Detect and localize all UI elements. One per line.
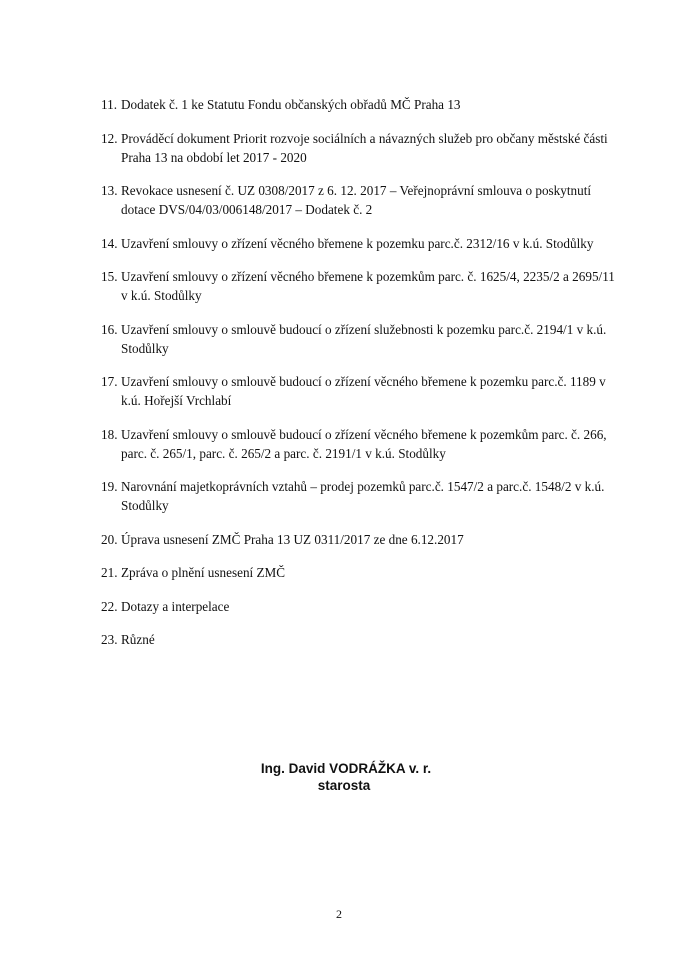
agenda-item-text: Uzavření smlouvy o zřízení věcného břemene k pozemkům parc. č. 1625/4, 2235/2 a 2695/11 v k.ú. Stodůlky [121,269,615,303]
agenda-item [101,129,621,167]
agenda-item-text: Dodatek č. 1 ke Statutu Fondu občanských obřadů MČ Praha 13 [121,97,461,112]
agenda-item-text: Uzavření smlouvy o smlouvě budoucí o zřízení služebnosti k pozemku parc.č. 2194/1 v k.ú. Stodůlky [121,321,607,356]
agenda-item-number: 17. [101,374,118,389]
agenda-item-number: 20. [101,531,118,547]
page-number: 2 [336,907,342,921]
signatory-role: starosta [317,778,371,793]
agenda-item-text: Uzavření smlouvy o smlouvě budoucí o zřízení věcného břemene k pozemku parc.č. 1189 v k.ú. Hořejší Vrchlabí [121,374,606,408]
agenda-item-text: Zpráva o plnění usnesení ZMČ [121,565,286,580]
signature-block [0,760,678,794]
agenda-item-number: 19. [101,479,118,494]
agenda-item [101,597,621,616]
agenda-item [101,563,621,582]
agenda-item-number: 12. [101,130,118,146]
agenda-item-number: 18. [101,426,118,442]
agenda-item-text: Uzavření smlouvy o zřízení věcného břemene k pozemku parc.č. 2312/16 v k.ú. Stodůlky [121,235,594,251]
agenda-item [101,234,621,253]
agenda-item-text: Úprava usnesení ZMČ Praha 13 UZ 0311/2017 ze dne 6.12.2017 [121,531,464,547]
agenda-item [101,477,621,515]
agenda-item-number: 23. [101,632,118,647]
agenda-item-text: Různé [121,632,155,647]
agenda-item [101,630,621,649]
agenda-item-number: 11. [101,97,117,112]
agenda-item [101,267,621,305]
agenda-item-text: Uzavření smlouvy o smlouvě budoucí o zřízení věcného břemene k pozemkům parc. č. 266, parc. č. 265/1, parc. č. 265/2 a parc. č. 2191/1 v k.ú. Stodůlky [121,426,607,461]
agenda-item [101,372,621,410]
agenda-item-number: 14. [101,235,118,251]
agenda-item-number: 16. [101,321,118,337]
agenda-item-text: Narovnání majetkoprávních vztahů – prodej pozemků parc.č. 1547/2 a parc.č. 1548/2 v k.ú. Stodůlky [121,479,605,513]
agenda-item [101,530,621,549]
agenda-list [101,95,621,664]
agenda-item-number: 22. [101,598,118,614]
agenda-item-number: 15. [101,269,118,284]
agenda-item [101,95,621,114]
agenda-item [101,320,621,358]
agenda-item-text: Dotazy a interpelace [121,598,230,614]
agenda-item-number: 13. [101,183,118,198]
agenda-item-number: 21. [101,565,118,580]
agenda-item [101,425,621,463]
agenda-item-text: Revokace usnesení č. UZ 0308/2017 z 6. 12. 2017 – Veřejnoprávní smlouva o poskytnutí dotace DVS/04/03/006148/2017 – Dodatek č. 2 [121,183,592,217]
agenda-item [101,181,621,219]
agenda-item-text: Prováděcí dokument Priorit rozvoje sociálních a návazných služeb pro občany městské části Praha 13 na období let 2017 - 2020 [121,130,608,165]
signatory-name: Ing. David VODRÁŽKA v. r. [260,761,432,776]
